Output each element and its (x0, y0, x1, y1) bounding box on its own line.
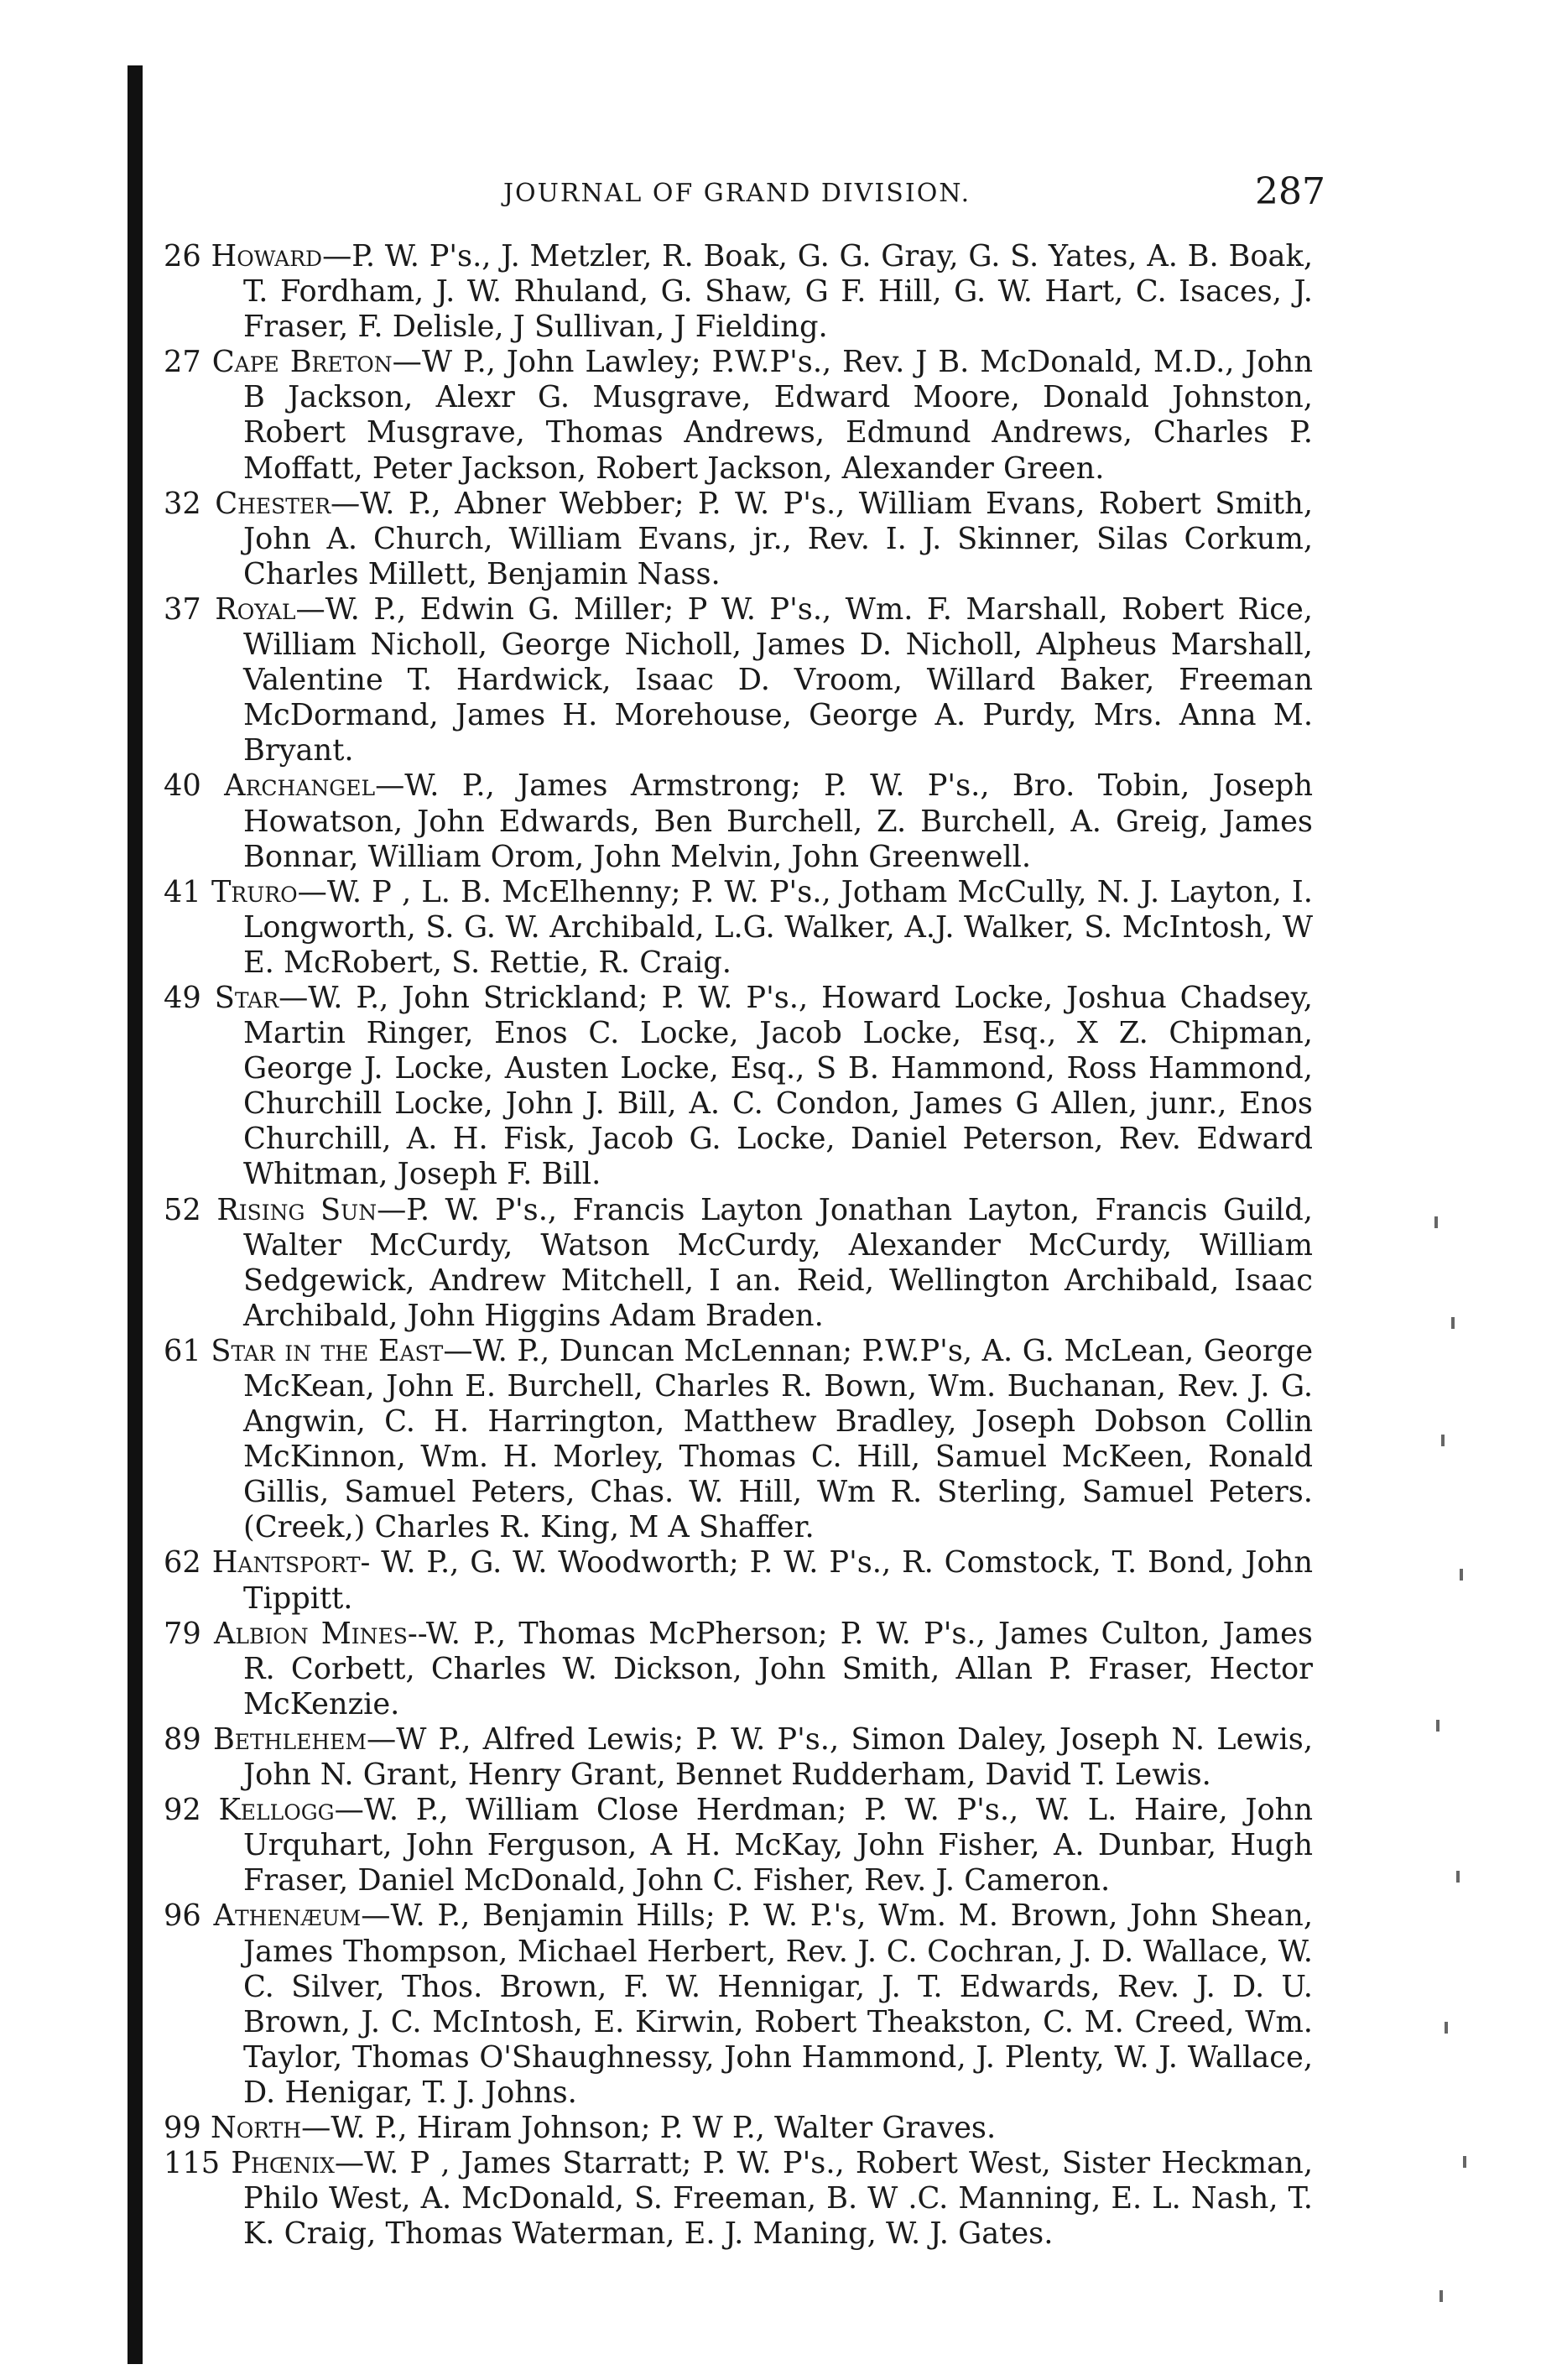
division-name: Royal (215, 591, 296, 627)
roster-entry (164, 1898, 1313, 2111)
division-name: Archangel (224, 768, 376, 804)
division-name: Cape Breton (211, 345, 393, 380)
division-name: Star in the East (211, 1333, 444, 1368)
roster-entry (164, 345, 1313, 486)
entry-number: 40 (164, 768, 201, 804)
entry-members: —W. P., Edwin G. Miller; P W. P's., Wm. F. Marshall, Robert Rice, William Nicholl, George Nicholl, James D. Nicholl, Alpheus Marshall, Valentine T. Hardwick, Isaac D. Vroom, Willard Baker, Freeman McDormand, James H. Morehouse, George A. Purdy, Mrs. Anna M. Bryant. (243, 591, 1313, 768)
entry-members: —W. P., Hiram Johnson; P. W P., Walter Graves. (301, 2110, 997, 2145)
entry-number: 41 (164, 874, 201, 909)
roster-entry (164, 1617, 1313, 1722)
division-name: Phœnix (231, 2146, 335, 2181)
entry-members: —W. P., Duncan McLennan; P.W.P's, A. G. McLean, George McKean, John E. Burchell, Charles R. Bown, Wm. Buchanan, Rev. J. G. Angwin, C. H. Harrington, Matthew Bradley, Joseph Dobson Collin McKinnon, Wm. H. Morley, Thomas C. Hill, Samuel McKeen, Ronald Gillis, Samuel Peters, Chas. W. Hill, Wm R. Sterling, Samuel Peters. (Creek,) Charles R. King, M A Shaffer. (243, 1333, 1314, 1545)
entry-number: 32 (164, 486, 201, 521)
roster-entry (164, 1334, 1313, 1546)
roster-entry (164, 2146, 1313, 2252)
division-name: Howard (211, 239, 323, 273)
roster-entry (164, 2111, 1313, 2146)
page-binding-edge (128, 65, 143, 2364)
roster-entry (164, 487, 1313, 592)
roster-entry (164, 981, 1313, 1193)
division-name: North (210, 2110, 302, 2145)
entry-number: 49 (164, 980, 201, 1015)
entry-members: —W. P., Abner Webber; P. W. P's., William Evans, Robert Smith, John A. Church, William Evans, jr., Rev. I. J. Skinner, Silas Corkum, Charles Millett, Benjamin Nass. (243, 486, 1314, 591)
entry-members: —W P., Alfred Lewis; P. W. P's., Simon Daley, Joseph N. Lewis, John N. Grant, Henry Grant, Bennet Rudderham, David T. Lewis. (243, 1721, 1314, 1793)
page-number: 287 (1255, 170, 1325, 213)
entry-number: 26 (164, 239, 201, 273)
entry-number: 92 (164, 1793, 201, 1828)
roster-entry (164, 1193, 1313, 1334)
division-name: Kellogg (218, 1793, 335, 1828)
roster-entry (164, 875, 1313, 981)
entry-number: 37 (164, 591, 201, 627)
division-name: Rising Sun (216, 1192, 377, 1227)
roster-entry (164, 1793, 1313, 1898)
entry-members: —W P., John Lawley; P.W.P's., Rev. J B. McDonald, M.D., John B Jackson, Alexr G. Musgrave, Edward Moore, Donald Johnston, Robert Musgrave, Thomas Andrews, Edmund Andrews, Charles P. Moffatt, Peter Jackson, Robert Jackson, Alexander Green. (243, 345, 1314, 486)
entry-number: 79 (164, 1616, 201, 1651)
roster-entry (164, 768, 1313, 874)
entry-number: 27 (164, 345, 201, 380)
page-edge-show-through (1426, 1216, 1493, 2349)
entry-number: 99 (164, 2110, 201, 2145)
entry-number: 89 (164, 1721, 201, 1757)
roster-entry (164, 1545, 1313, 1616)
division-name: Chester (215, 486, 331, 521)
division-roster (164, 239, 1313, 2252)
entry-members: —W. P , L. B. McElhenny; P. W. P's., Jotham McCully, N. J. Layton, I. Longworth, S. G. W. Archibald, L.G. Walker, A.J. Walker, S. McIntosh, W E. McRobert, S. Rettie, R. Craig. (243, 874, 1313, 980)
entry-number: 52 (164, 1192, 201, 1227)
page-header (243, 172, 1351, 222)
entry-members: —P. W. P's., J. Metzler, R. Boak, G. G. Gray, G. S. Yates, A. B. Boak, T. Fordham, J. W. Rhuland, G. Shaw, G F. Hill, G. W. Hart, C. Isaces, J. Fraser, F. Delisle, J Sullivan, J Fielding. (243, 239, 1313, 345)
entry-members: —W. P., Benjamin Hills; P. W. P.'s, Wm. M. Brown, John Shean, James Thompson, Michael Herbert, Rev. J. C. Cochran, J. D. Wallace, W. C. Silver, Thos. Brown, F. W. Hennigar, J. T. Edwards, Rev. J. D. U. Brown, J. C. McIntosh, E. Kirwin, Robert Theakston, C. M. Creed, Wm. Taylor, Thomas O'Shaughnessy, John Hammond, J. Plenty, W. J. Wallace, D. Henigar, T. J. Johns. (243, 1898, 1314, 2110)
entry-number: 62 (164, 1545, 201, 1581)
division-name: Truro (211, 874, 298, 909)
entry-members: —W. P., William Close Herdman; P. W. P's., W. L. Haire, John Urquhart, John Ferguson, A H. McKay, John Fisher, A. Dunbar, Hugh Fraser, Daniel McDonald, John C. Fisher, Rev. J. Cameron. (243, 1793, 1313, 1898)
roster-entry (164, 1722, 1313, 1793)
entry-number: 96 (164, 1898, 201, 1934)
division-name: Athenæum (213, 1898, 362, 1934)
division-name: Albion Mines (213, 1616, 408, 1651)
division-name: Bethlehem (212, 1721, 367, 1757)
entry-members: - W. P., G. W. Woodworth; P. W. P's., R. Comstock, T. Bond, John Tippitt. (243, 1545, 1313, 1616)
entry-members: --W. P., Thomas McPherson; P. W. P's., James Culton, James R. Corbett, Charles W. Dickson, John Smith, Allan P. Fraser, Hector McKenzie. (243, 1616, 1313, 1721)
entry-members: —W. P., John Strickland; P. W. P's., Howard Locke, Joshua Chadsey, Martin Ringer, Enos C. Locke, Jacob Locke, Esq., X Z. Chipman, George J. Locke, Austen Locke, Esq., S B. Hammond, Ross Hammond, Churchill Locke, John J. Bill, A. C. Condon, James G Allen, junr., Enos Churchill, A. H. Fisk, Jacob G. Locke, Daniel Peterson, Rev. Edward Whitman, Joseph F. Bill. (243, 980, 1313, 1192)
entry-members: —W. P , James Starratt; P. W. P's., Robert West, Sister Heckman, Philo West, A. McDonald, S. Freeman, B. W .C. Manning, E. L. Nash, T. K. Craig, Thomas Waterman, E. J. Maning, W. J. Gates. (243, 2146, 1313, 2252)
division-name: Star (214, 980, 279, 1015)
running-title: JOURNAL OF GRAND DIVISION. (503, 179, 971, 208)
division-name: Hantsport (211, 1545, 361, 1581)
entry-number: 61 (164, 1333, 201, 1368)
entry-members: —W. P., James Armstrong; P. W. P's., Bro. Tobin, Joseph Howatson, John Edwards, Ben Burchell, Z. Burchell, A. Greig, James Bonnar, William Orom, John Melvin, John Greenwell. (243, 768, 1314, 874)
entry-members: —P. W. P's., Francis Layton Jonathan Layton, Francis Guild, Walter McCurdy, Watson McCurdy, Alexander McCurdy, William Sedgewick, Andrew Mitchell, I an. Reid, Wellington Archibald, Isaac Archibald, John Higgins Adam Braden. (243, 1192, 1313, 1333)
entry-number: 115 (164, 2146, 221, 2181)
roster-entry (164, 239, 1313, 345)
roster-entry (164, 592, 1313, 768)
